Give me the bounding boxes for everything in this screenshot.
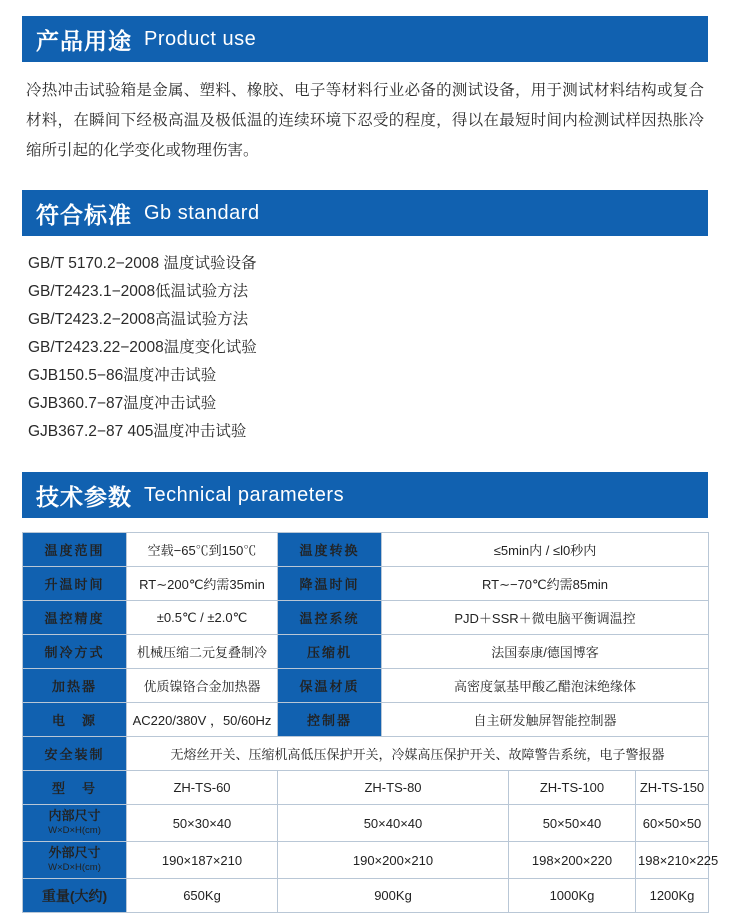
row-value: ZH-TS-60 [127,771,278,805]
row-label: 安全装制 [23,737,127,771]
row-label: 压缩机 [278,635,382,669]
row-value: 50×40×40 [278,805,509,842]
row-value: AC220/380V ，50/60Hz [127,703,278,737]
row-value: ZH-TS-150 [636,771,709,805]
section-title-en: Technical parameters [144,483,345,506]
row-label: 温度转换 [278,533,382,567]
row-label [23,842,127,879]
row-value: ZH-TS-100 [509,771,636,805]
row-value: ±0.5℃ / ±2.0℃ [127,601,278,635]
row-value: 1200Kg [636,879,709,913]
row-value: 1000Kg [509,879,636,913]
section-header-product-use [22,16,708,62]
table-row [23,703,709,737]
row-value: 198×200×220 [509,842,636,879]
row-value: 198×210×225 [636,842,709,879]
row-value: 机械压缩二元复叠制冷 [127,635,278,669]
row-value: 自主研发触屏智能控制器 [382,703,709,737]
row-label: 型 号 [23,771,127,805]
table-row [23,842,709,879]
row-value: 优质镍铬合金加热器 [127,669,278,703]
row-label: 降温时间 [278,567,382,601]
technical-parameters-table [22,532,719,913]
section-title-en: Gb standard [144,201,260,224]
section-header-technical-parameters [22,472,708,518]
row-label: 电 源 [23,703,127,737]
row-label: 制冷方式 [23,635,127,669]
row-value: 190×187×210 [127,842,278,879]
row-value: 空载−65℃到150℃ [127,533,278,567]
table-row [23,805,709,842]
table-row [23,601,709,635]
row-value: ≤5min内 / ≤l0秒内 [382,533,709,567]
list-item: GB/T2423.2−2008高温试验方法 [28,311,249,328]
row-label: 温度范围 [23,533,127,567]
table-row [23,879,709,913]
list-item: GJB367.2−87 405温度冲击试验 [28,423,247,440]
list-item: GJB360.7−87温度冲击试验 [28,395,217,412]
row-label: 温控精度 [23,601,127,635]
row-label-sub: W×D×H(cm) [48,825,101,836]
table-row [23,533,709,567]
row-label: 保温材质 [278,669,382,703]
gb-standard-list [22,236,708,456]
table-row [23,771,709,805]
row-value: RT∼−70℃约需85min [382,567,709,601]
product-use-text: 冷热冲击试验箱是金属、塑料、橡胶、电子等材料行业必备的测试设备，用于测试材料结构或复合材料，在瞬间下经极高温及极低温的连续环境下忍受的程度，得以在最短时间内检测试样因热胀冷缩所引起的化学变化或物理伤害。 [26,82,704,159]
row-label: 重量(大约) [23,879,127,913]
row-label: 加热器 [23,669,127,703]
row-label-sub: W×D×H(cm) [48,862,101,873]
table-row [23,737,709,771]
section-title-cn: 产品用途 [36,27,132,54]
row-value: 无熔丝开关、压缩机高低压保护开关，冷媒高压保护开关、故障警告系统，电子警报器 [127,737,709,771]
row-value: PJD＋SSR＋微电脑平衡调温控 [382,601,709,635]
section-title-en: Product use [144,27,257,50]
row-value: 法国泰康/德国博客 [382,635,709,669]
row-value: 60×50×50 [636,805,709,842]
row-value: 650Kg [127,879,278,913]
row-label-main: 外部尺寸 [48,845,101,860]
row-value: 50×50×40 [509,805,636,842]
row-value: RT∼200℃约需35min [127,567,278,601]
row-label: 温控系统 [278,601,382,635]
row-label-main: 内部尺寸 [48,808,101,823]
section-title-cn: 符合标准 [36,201,132,228]
row-label: 升温时间 [23,567,127,601]
table-row [23,669,709,703]
product-spec-page [0,16,730,913]
row-value: 900Kg [278,879,509,913]
row-label: 控制器 [278,703,382,737]
row-label [23,805,127,842]
section-header-gb-standard [22,190,708,236]
section-title-cn: 技术参数 [36,483,132,510]
list-item: GB/T2423.22−2008温度变化试验 [28,339,257,356]
table-row [23,635,709,669]
table-row [23,567,709,601]
row-value: 50×30×40 [127,805,278,842]
list-item: GJB150.5−86温度冲击试验 [28,367,217,384]
list-item: GB/T2423.1−2008低温试验方法 [28,283,249,300]
row-value: 190×200×210 [278,842,509,879]
row-value: ZH-TS-80 [278,771,509,805]
row-value: 高密度氯基甲酸乙醋泡沫绝缘体 [382,669,709,703]
list-item: GB/T 5170.2−2008 温度试验设备 [28,255,257,272]
